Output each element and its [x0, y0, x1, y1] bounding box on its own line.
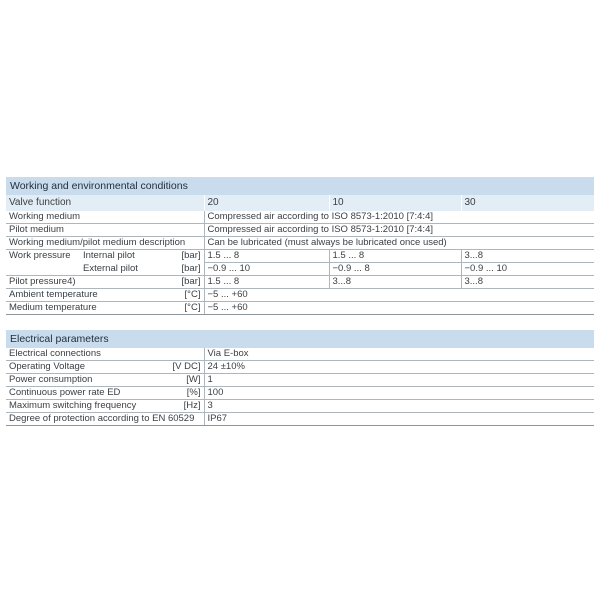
unit: [Hz] — [164, 400, 204, 413]
row-value: 24 ±10% — [204, 361, 594, 374]
work-pressure-external-row — [6, 263, 594, 276]
sub-label: Internal pilot — [83, 250, 135, 262]
unit: [V DC] — [164, 361, 204, 374]
datasheet — [6, 177, 594, 426]
row-label: Operating Voltage — [6, 361, 164, 374]
sub-label: External pilot — [80, 263, 164, 276]
row-value: 100 — [204, 387, 594, 400]
row-value: 1 — [204, 374, 594, 387]
row-label: Pilot pressure4) — [6, 276, 164, 289]
row-label: Valve function — [6, 195, 204, 211]
value-30: 3...8 — [461, 276, 594, 289]
row-label: Maximum switching frequency — [6, 400, 164, 413]
row-value: Via E-box — [204, 348, 594, 361]
blank-cell — [6, 263, 80, 276]
parameter-row — [6, 374, 594, 387]
valve-function-10: 10 — [329, 195, 461, 211]
ambient-temperature-row — [6, 289, 594, 302]
value-30: −0.9 ... 10 — [461, 263, 594, 276]
parameter-row — [6, 400, 594, 413]
unit — [164, 348, 204, 361]
row-value: Compressed air according to ISO 8573-1:2010 [7:4:4] — [204, 224, 594, 237]
pilot-pressure-row — [6, 276, 594, 289]
unit: [bar] — [164, 263, 204, 276]
section-title: Working and environmental conditions — [6, 177, 594, 195]
section-header — [6, 330, 594, 348]
unit: [bar] — [164, 276, 204, 289]
electrical-parameters-table — [6, 330, 594, 426]
row-value: IP67 — [204, 413, 594, 426]
parameter-row — [6, 348, 594, 361]
row-label: Electrical connections — [6, 348, 164, 361]
value-20: 1.5 ... 8 — [204, 250, 329, 263]
value-20: 1.5 ... 8 — [204, 276, 329, 289]
row-label: Degree of protection according to EN 60529 — [6, 413, 204, 426]
unit: [°C] — [164, 289, 204, 302]
parameter-row — [6, 361, 594, 374]
row-value: Can be lubricated (must always be lubricated once used) — [204, 237, 594, 250]
medium-description-row — [6, 237, 594, 250]
valve-function-row — [6, 195, 594, 211]
unit: [bar] — [181, 250, 201, 262]
row-value: −5 ... +60 — [204, 302, 594, 315]
row-label: Work pressure — [9, 250, 71, 262]
value-10: 1.5 ... 8 — [329, 250, 461, 263]
row-label: Continuous power rate ED — [6, 387, 164, 400]
row-label: Working medium/pilot medium description — [6, 237, 204, 250]
valve-function-30: 30 — [461, 195, 594, 211]
row-value: Compressed air according to ISO 8573-1:2010 [7:4:4] — [204, 211, 594, 224]
value-10: −0.9 ... 8 — [329, 263, 461, 276]
unit: [W] — [164, 374, 204, 387]
row-label: Power consumption — [6, 374, 164, 387]
medium-temperature-row — [6, 302, 594, 315]
row-label: Medium temperature — [6, 302, 164, 315]
parameter-row — [6, 387, 594, 400]
row-label: Pilot medium — [6, 224, 204, 237]
section-title: Electrical parameters — [6, 330, 594, 348]
valve-function-20: 20 — [204, 195, 329, 211]
value-10: 3...8 — [329, 276, 461, 289]
row-value: 3 — [204, 400, 594, 413]
unit: [%] — [164, 387, 204, 400]
parameter-row — [6, 413, 594, 426]
working-conditions-table — [6, 177, 594, 315]
value-20: −0.9 ... 10 — [204, 263, 329, 276]
section-gap — [6, 315, 594, 330]
value-30: 3...8 — [461, 250, 594, 263]
row-label: Ambient temperature — [6, 289, 164, 302]
pilot-medium-row — [6, 224, 594, 237]
working-medium-row — [6, 211, 594, 224]
work-pressure-internal-row — [6, 250, 594, 263]
unit: [°C] — [164, 302, 204, 315]
section-header — [6, 177, 594, 195]
row-value: −5 ... +60 — [204, 289, 594, 302]
row-label: Working medium — [6, 211, 204, 224]
